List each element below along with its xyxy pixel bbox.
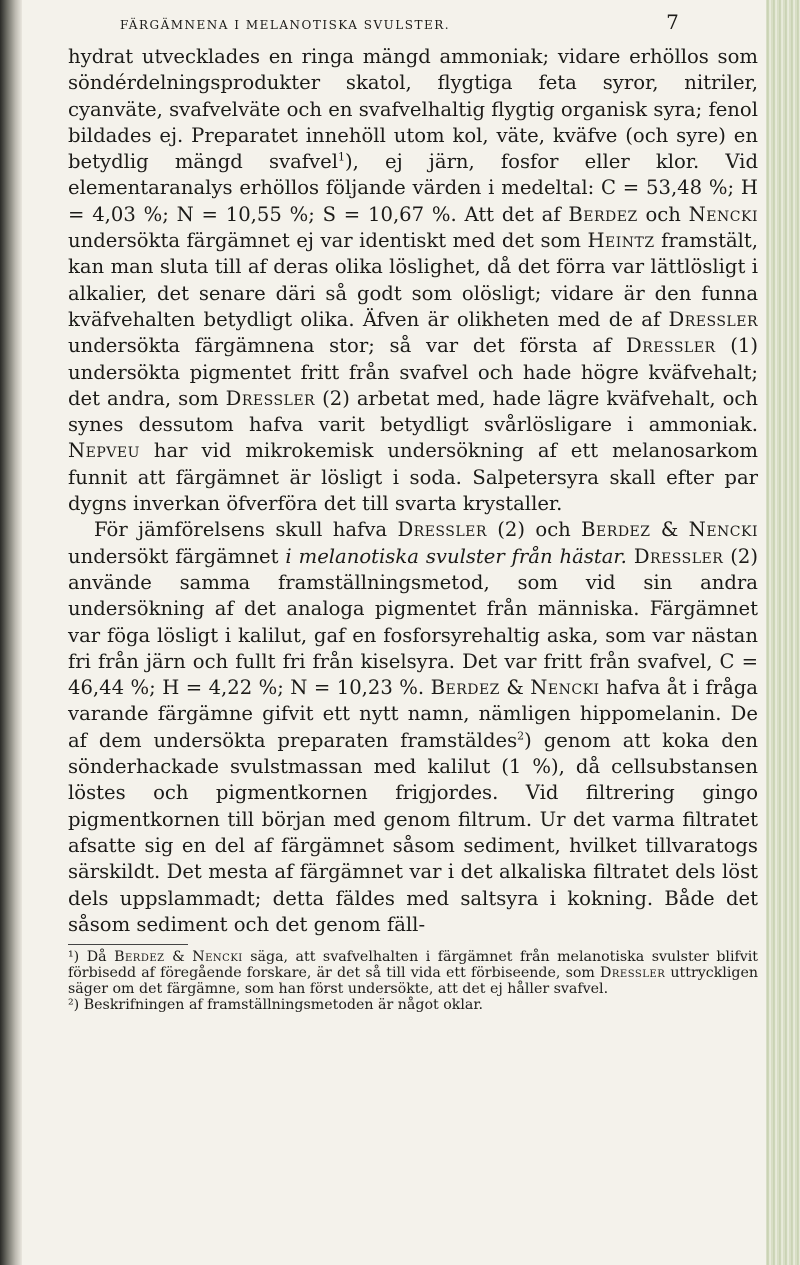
author-berdez: Berdez <box>581 518 651 542</box>
p2-text-3b: & <box>499 676 531 700</box>
running-title: FÄRGÄMNENA I MELANOTISKA SVULSTER. <box>120 18 451 32</box>
p1-text-8: (2) arbetat med, hade lägre kväfvehalt, och synes dessutom hafva varit betydligt svårlösligare i ammoniak. <box>68 386 759 437</box>
page-number: 7 <box>666 10 680 34</box>
author-heintz: Heintz <box>587 229 655 253</box>
p1-text-4: undersökta färgämnet ej var identiskt med det som <box>68 229 588 253</box>
p2-text-5 <box>627 545 634 568</box>
book-spine-shadow <box>0 0 22 1265</box>
page-edge-stain <box>766 0 800 1265</box>
author-dressler: Dressler <box>225 386 316 410</box>
italic-phrase: i melanotiska svulster från hästar. <box>285 544 627 568</box>
author-berdez: Berdez <box>114 949 165 966</box>
author-nencki: Nencki <box>192 949 243 966</box>
author-dressler: Dressler <box>626 334 716 358</box>
paragraph-1 <box>68 44 758 517</box>
p2-text-1: För jämförelsens skull hafva <box>94 518 398 542</box>
author-nencki: Nencki <box>688 518 758 542</box>
author-nencki: Nencki <box>530 676 600 700</box>
author-dressler: Dressler <box>600 965 666 982</box>
p2-text-3: & <box>650 518 689 542</box>
p1-text-5: framstält, kan man sluta till af deras olika löslighet, då det förra var lättlösligt i alkalier, det senare däri så godt som olösligt; vidare är den funna kväfvehalten betydligt olika. Äfven är olikheten med de af <box>68 229 758 331</box>
p1-text-3: och <box>637 202 689 226</box>
paragraph-2 <box>68 517 758 938</box>
main-text <box>68 44 758 1013</box>
running-header <box>120 10 680 34</box>
p2-text-6: (2) använde samma framställningsmetod, som vid sin andra undersökning af det analoga pigmentet från människa. Färgämnet var föga lösligt i kalilut, gaf en fosforsyrehaltig aska, som var nästan fri från järn och fullt fri från kiselsyra. Det var fritt från svafvel, C = 46,44 %; H = 4,22 %; N = 10,23 %. <box>68 544 758 700</box>
author-nencki: Nencki <box>688 202 758 226</box>
footnote-1 <box>68 949 758 997</box>
p2-text-7: hafva åt i fråga varande färgämne gifvit ett nytt namn, nämligen hippomelanin. De af dem undersökta preparaten framstäldes <box>68 676 758 752</box>
author-nepveu: Nepveu <box>68 439 140 463</box>
footnote-divider <box>68 944 188 945</box>
fn1-mark: ¹) Då <box>68 949 115 966</box>
author-dressler: Dressler <box>633 544 724 568</box>
author-berdez: Berdez <box>430 676 500 700</box>
p2-text-4: undersökt färgämnet <box>68 544 286 568</box>
p2-text-2: (2) och <box>486 518 582 542</box>
fn1-text-2: säga, att svafvelhalten i färgämnet från melanotiska svulster blifvit förbisedd af föregående forskare, är det så till vida ett förbiseende, som <box>68 949 758 982</box>
footnote-2 <box>68 997 758 1013</box>
author-dressler: Dressler <box>397 518 487 542</box>
fn1-text-3: uttryckligen säger om det färgämne, som han först undersökte, att det ej håller svafvel. <box>68 965 758 998</box>
footnote-ref-2: 2 <box>517 729 525 743</box>
p1-text-2: ), ej järn, fosfor eller klor. Vid elementaranalys erhöllos följande värden i medeltal: C = 53,48 %; H = 4,03 %; N = 10,55 %; S = 10,67 %. Att det af <box>68 150 758 226</box>
p1-text-1: hydrat utvecklades en ringa mängd ammoniak; vidare erhöllos som söndérdelningsprodukter skatol, flygtiga feta syror, nitriler, cyanväte, svafvelväte och en svafvelhaltig flygtig organisk syra; fenol bildades ej. Preparatet innehöll utom kol, väte, kväfve (och syre) en betydlig mängd svafvel <box>68 45 758 174</box>
author-berdez: Berdez <box>568 202 638 226</box>
p1-text-9: har vid mikrokemisk undersökning af ett melanosarkom funnit att färgämnet är lösligt i soda. Salpetersyra skall efter par dygns inverkan öfverföra det till svarta krystaller. <box>68 439 758 516</box>
p2-text-8: ) genom att koka den sönderhackade svulstmassan med kalilut (1 %), då cellsubstansen löstes och pigmentkornen frigjordes. Vid filtrering gingo pigmentkornen till början med genom filtrum. Ur det varma filtratet afsatte sig en del af färgämnet såsom sediment, hvilket tillvaratogs särskildt. Det mesta af färgämnet var i det alkaliska filtratet dels löst dels uppslammadt; detta fäldes med saltsyra i kokning. Både det såsom sediment och det genom fäll- <box>68 728 759 936</box>
author-dressler: Dressler <box>668 307 758 331</box>
p1-text-6: undersökta färgämnena stor; så var det första af <box>68 334 627 358</box>
footnote-ref-1: 1 <box>337 150 345 164</box>
p1-text-7: (1) undersökta pigmentet fritt från svafvel och hade högre kväfvehalt; det andra, som <box>68 334 758 410</box>
fn2-text: ²) Beskrifningen af framställningsmetoden är något oklar. <box>68 997 484 1014</box>
footnotes <box>68 949 758 1013</box>
fn1-text-1: & <box>164 949 193 966</box>
